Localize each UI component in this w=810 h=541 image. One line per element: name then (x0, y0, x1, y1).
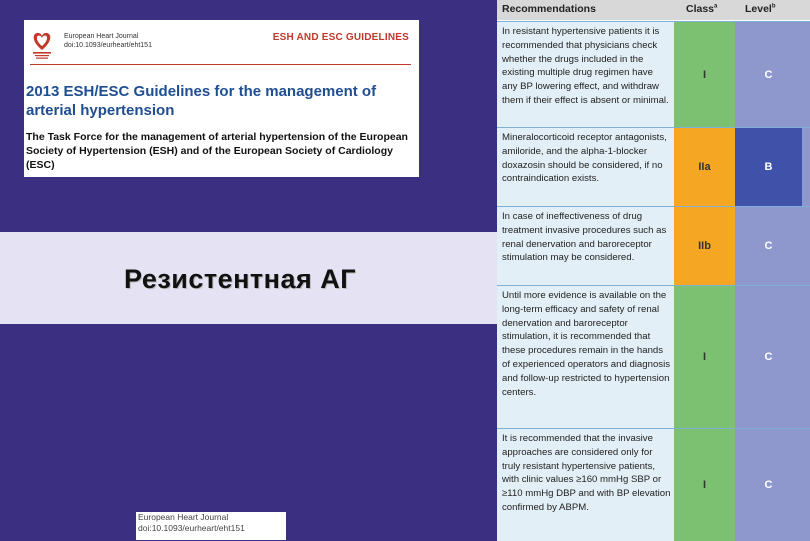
level-cell: C (735, 207, 802, 285)
citation-box (136, 512, 286, 540)
recommendation-text: In resistant hypertensive patients it is recommended that physicians check whether the drugs included in the existing multiple drug regimen have any BP lowering effect, and withdraw them if their effect is absent or minimal. (497, 22, 674, 127)
level-cell: C (735, 429, 802, 541)
recommendation-text: Mineralocorticoid receptor antagonists, amiloride, and the alpha-1-blocker doxazosin should be considered, if no contraindication exists. (497, 128, 674, 206)
recommendation-text: It is recommended that the invasive approaches are considered only for truly resistant hypertensive patients, with clinic values ≥160 mmHg SBP or ≥110 mmHg DBP and with BP elevation confirmed by ABPM. (497, 429, 674, 541)
row-edge (802, 286, 810, 428)
paper-title: 2013 ESH/ESC Guidelines for the management of arterial hypertension (26, 83, 377, 119)
row-edge (802, 429, 810, 541)
table-row (497, 206, 810, 285)
esc-heart-logo-icon (30, 28, 54, 60)
class-cell: I (674, 22, 735, 127)
table-row (497, 127, 810, 206)
table-header (497, 0, 810, 20)
citation-doi: doi:10.1093/eurheart/eht151 (138, 523, 245, 533)
recommendation-text: In case of ineffectiveness of drug treatment invasive procedures such as renal denervation and baroreceptor stimulation may be considered. (497, 207, 674, 285)
header-recommendations: Recommendations (502, 3, 596, 15)
citation-journal: European Heart Journal (138, 512, 229, 522)
recommendations-table (497, 0, 810, 540)
header-divider (30, 64, 411, 65)
recommendation-text: Until more evidence is available on the long-term efficacy and safety of renal denervation and baroreceptor stimulation, it is recommended that these procedures remain in the hands of experienced operators and diagnosis and follow-up restricted to hypertension centers. (497, 286, 674, 428)
header-class: Class$^a$ (686, 3, 718, 15)
level-cell: B (735, 128, 802, 206)
class-cell: I (674, 286, 735, 428)
class-cell: I (674, 429, 735, 541)
row-edge (802, 128, 810, 206)
journal-doi: doi:10.1093/eurheart/eht151 (64, 42, 152, 49)
row-edge (802, 207, 810, 285)
row-edge (802, 22, 810, 127)
class-cell: IIb (674, 207, 735, 285)
journal-name: European Heart Journal (64, 33, 139, 40)
guidelines-label: ESH AND ESC GUIDELINES (272, 32, 409, 43)
journal-reference (64, 32, 152, 50)
class-cell: IIa (674, 128, 735, 206)
table-row (497, 285, 810, 428)
table-row (497, 21, 810, 127)
level-cell: C (735, 286, 802, 428)
level-cell: C (735, 22, 802, 127)
slide-title: Резистентная АГ (124, 264, 357, 294)
header-level: Level$^b$ (745, 3, 776, 15)
paper-subtitle: The Task Force for the management of arterial hypertension of the European Society of Hypertension (ESH) and of the European Society of Cardiology (ESC) (26, 131, 408, 171)
table-row (497, 428, 810, 541)
paper-header (24, 20, 419, 177)
